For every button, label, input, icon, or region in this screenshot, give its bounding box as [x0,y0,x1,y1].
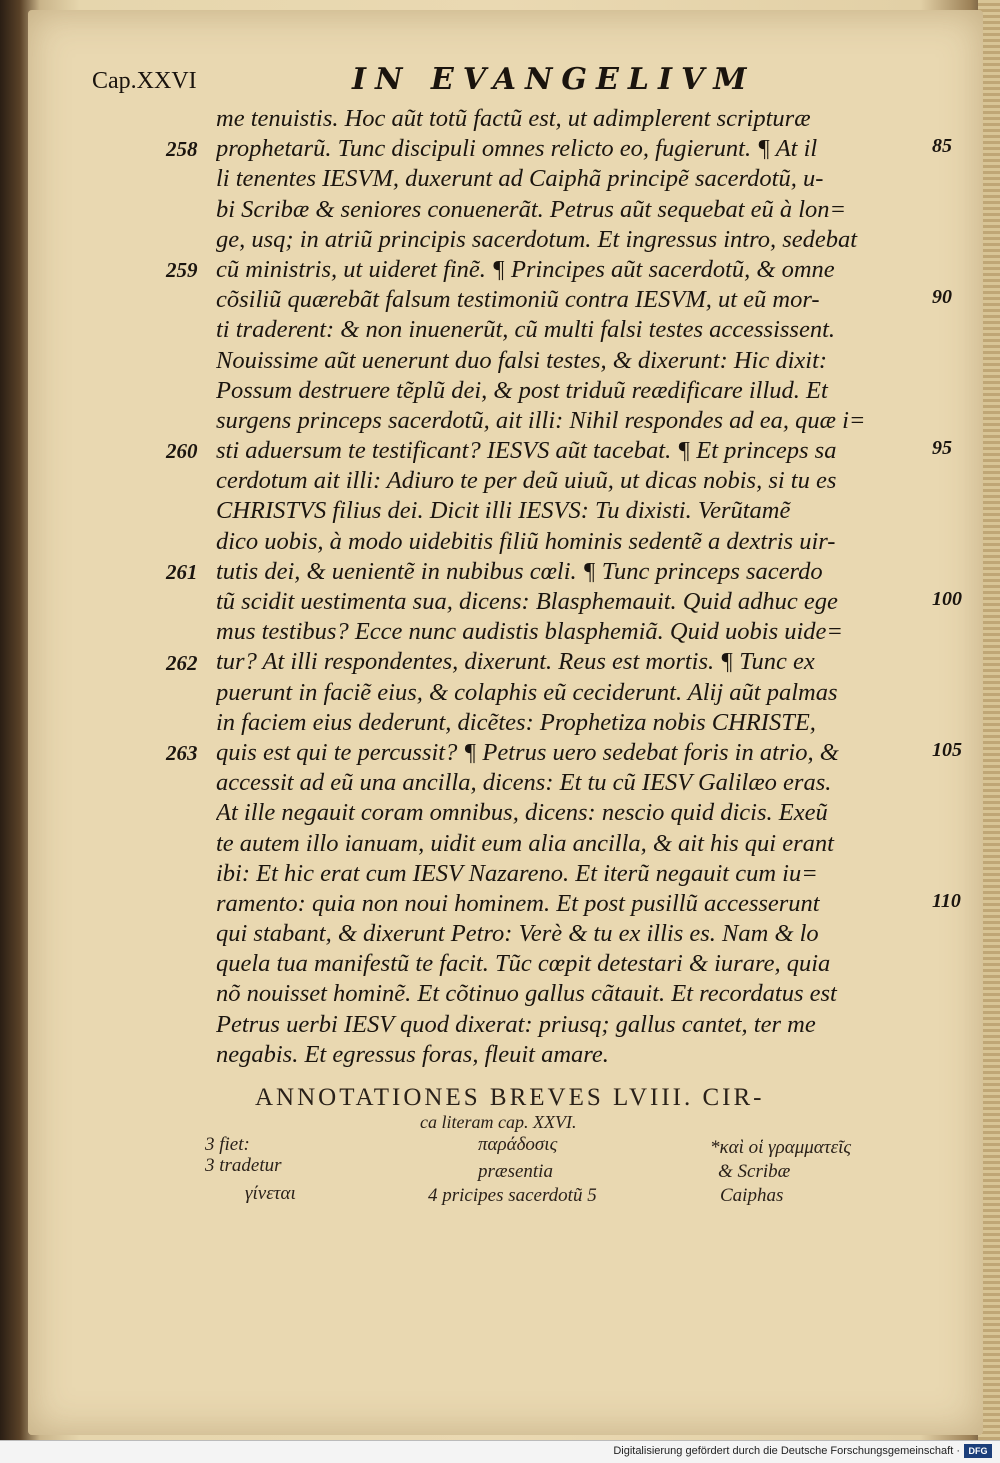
text-line: quela tua manifestũ te facit. Tũc cœpit detestari & iurare, quia [216,950,831,978]
text-line: dico uobis, à modo uidebitis filiũ hominis sedentẽ a dextris uir- [216,527,836,555]
annotation-col1-row3: γίνεται [245,1183,296,1204]
annotations-title: ANNOTATIONES BREVES LVIII. CIR- [255,1084,765,1111]
annotation-col2-row1: παράδοσις [478,1134,558,1155]
text-line: puerunt in faciẽ eius, & colaphis eũ ceciderunt. Alij aũt palmas [216,678,838,706]
verse-number: 260 [166,439,198,464]
annotation-col3-row3: Caiphas [720,1185,784,1206]
text-line: CHRISTVS filius dei. Dicit illi IESVS: Tu dixisti. Verũtamẽ [216,497,791,525]
text-line: tũ scidit uestimenta sua, dicens: Blasphemauit. Quid adhuc ege [216,588,838,615]
running-head [92,62,940,102]
running-title: IN EVANGELIVM [352,62,756,97]
annotation-col2-row2: præsentia [478,1161,553,1182]
text-line: li tenentes IESVM, duxerunt ad Caiphã principẽ sacerdotũ, u- [216,165,824,193]
text-line: ibi: Et hic erat cum IESV Nazareno. Et iterũ negauit cum iu= [216,859,818,887]
text-line: bi Scribæ & seniores conuenerãt. Petrus aũt sequebat eũ à lon= [216,195,847,223]
verse-number: 263 [166,741,198,766]
text-line: ge, usq; in atriũ principis sacerdotum. Et ingressus intro, sedebat [216,225,858,253]
text-line: qui stabant, & dixerunt Petro: Verè & tu ex illis es. Nam & lo [216,920,819,948]
body-text [216,104,916,1070]
text-line: tur? At illi respondentes, dixerunt. Reus est mortis. ¶ Tunc ex [216,648,815,676]
text-line: At ille negauit coram omnibus, dicens: nescio quid dicis. Exeũ [216,799,828,827]
margin-line-number: 95 [932,437,952,460]
text-line: Nouissime aũt uenerunt duo falsi testes, & dixerunt: Hic dixit: [216,346,828,374]
chapter-label: Cap.XXVI [92,68,197,94]
margin-line-number: 85 [932,135,952,158]
margin-line-number: 105 [932,739,962,762]
text-line: accessit ad eũ una ancilla, dicens: Et tu cũ IESV Galilæo eras. [216,769,832,797]
margin-line-number: 90 [932,286,952,309]
annotation-col1-row2: 3 tradetur [205,1155,282,1176]
text-line: in faciem eius dederunt, dicẽtes: Prophetiza nobis CHRISTE, [216,708,816,736]
text-line: Petrus uerbi IESV quod dixerat: priusq; gallus cantet, ter me [216,1010,816,1038]
footer-bar [0,1440,1000,1463]
funding-credit: Digitalisierung gefördert durch die Deutsche Forschungsgemeinschaft · [613,1445,960,1457]
verse-number: 262 [166,650,198,675]
text-line: prophetarũ. Tunc discipuli omnes relicto eo, fugierunt. ¶ At il [216,135,818,163]
text-line: surgens princeps sacerdotũ, ait illi: Nihil respondes ad ea, quæ i= [216,406,866,434]
annotation-col2-row3: 4 pricipes sacerdotũ 5 [428,1185,597,1206]
text-line: negabis. Et egressus foras, fleuit amare. [216,1040,609,1068]
text-line: te autem illo ianuam, uidit eum alia ancilla, & ait his qui erant [216,829,834,857]
text-line: ramento: quia non noui hominem. Et post pusillũ accesserunt [216,889,820,917]
text-line: quis est qui te percussit? ¶ Petrus uero sedebat foris in atrio, & [216,738,839,766]
text-line: mus testibus? Ecce nunc audistis blasphemiã. Quid uobis uide= [216,618,843,646]
text-line: cũ ministris, ut uideret finẽ. ¶ Principes aũt sacerdotũ, & omne [216,255,835,283]
text-line: Possum destruere tẽplũ dei, & post triduũ reædificare illud. Et [216,376,828,404]
text-line: me tenuistis. Hoc aũt totũ factũ est, ut adimplerent scripturæ [216,105,811,132]
annotations-subtitle: ca literam cap. XXVI. [420,1112,577,1132]
annotation-col1-row1: 3 fiet: [205,1134,250,1155]
margin-line-number: 100 [932,588,962,611]
annotation-col3-row2: & Scribæ [718,1161,791,1182]
text-line: nõ nouisset hominẽ. Et cõtinuo gallus cãtauit. Et recordatus est [216,980,837,1008]
dfg-logo: DFG [964,1444,992,1458]
text-line: cõsiliũ quærebãt falsum testimoniũ contra IESVM, ut eũ mor- [216,286,820,314]
annotation-col3-row1: *καὶ οἱ γραμματεῖς [710,1137,852,1158]
text-line: tutis dei, & uenientẽ in nubibus cœli. ¶ Tunc princeps sacerdo [216,557,823,585]
text-line: sti aduersum te testificant? IESVS aũt tacebat. ¶ Et princeps sa [216,437,837,465]
text-line: ti traderent: & non inuenerũt, cũ multi falsi testes accessissent. [216,316,835,344]
margin-line-number: 110 [932,890,961,913]
verse-number: 259 [166,258,198,282]
text-line: cerdotum ait illi: Adiuro te per deũ uiuũ, ut dicas nobis, si tu es [216,467,837,495]
verse-number: 261 [166,560,198,584]
verse-number: 258 [166,137,198,162]
